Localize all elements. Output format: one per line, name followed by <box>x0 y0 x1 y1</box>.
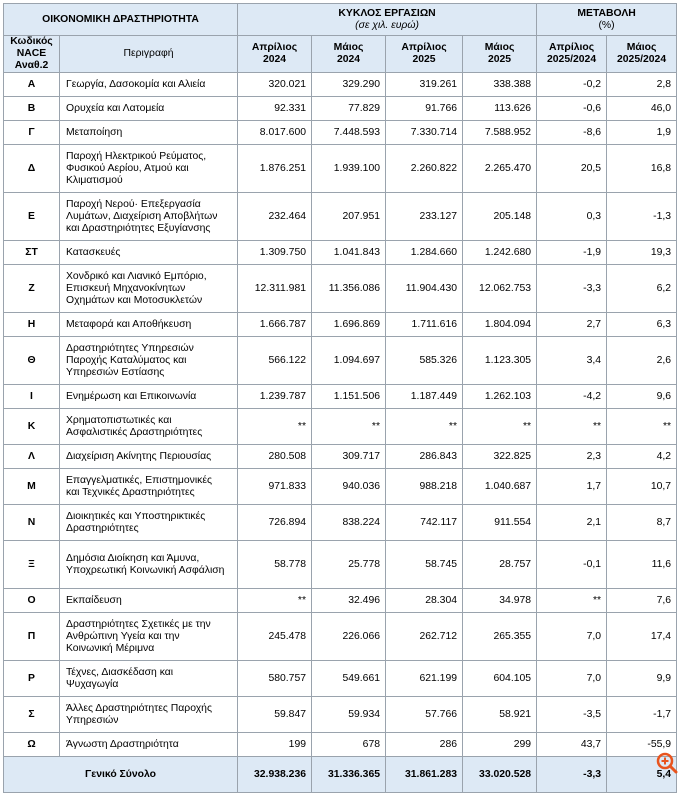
description-line: Μεταφορά και Αποθήκευση <box>66 318 192 330</box>
activity-description <box>60 661 238 697</box>
activity-header: ΟΙΚΟΝΟΜΙΚΗ ΔΡΑΣΤΗΡΙΟΤΗΤΑ <box>4 4 238 36</box>
description-line: Παροχή Ηλεκτρικού Ρεύματος, <box>66 150 207 162</box>
code-header-line: NACE <box>16 48 47 59</box>
activity-description <box>60 121 238 145</box>
value-may2025: 2.265.470 <box>463 145 537 193</box>
activity-description <box>60 385 238 409</box>
nace-code: Β <box>4 97 60 121</box>
nace-code: Ι <box>4 385 60 409</box>
nace-code: ΣΤ <box>4 241 60 265</box>
description-line: Άγνωστη Δραστηριότητα <box>66 738 179 750</box>
table-row <box>4 73 677 97</box>
value-apr2024: 58.778 <box>238 541 312 589</box>
change-may: 8,7 <box>607 505 677 541</box>
activity-description <box>60 241 238 265</box>
activity-description <box>60 97 238 121</box>
change-april: 2,7 <box>537 313 607 337</box>
value-may2024: 226.066 <box>312 613 386 661</box>
value-apr2024: 971.833 <box>238 469 312 505</box>
col-header-line: 2025 <box>487 54 512 65</box>
table-row <box>4 697 677 733</box>
nace-code: Σ <box>4 697 60 733</box>
value-may2025: 205.148 <box>463 193 537 241</box>
turnover-subtitle: (σε χιλ. ευρώ) <box>355 19 419 31</box>
col-header-may2024 <box>312 36 386 73</box>
value-apr2025: 988.218 <box>386 469 463 505</box>
change-may: 11,6 <box>607 541 677 589</box>
turnover-title: ΚΥΚΛΟΣ ΕΡΓΑΣΙΩΝ <box>338 7 436 19</box>
total-change-may: 5,4 <box>607 757 677 793</box>
change-title: ΜΕΤΑΒΟΛΗ <box>577 7 636 19</box>
value-may2024: 32.496 <box>312 589 386 613</box>
activity-description <box>60 445 238 469</box>
description-line: Μεταποίηση <box>66 126 123 138</box>
change-april: -0,2 <box>537 73 607 97</box>
activity-description <box>60 313 238 337</box>
value-may2025: 322.825 <box>463 445 537 469</box>
value-apr2025: 58.745 <box>386 541 463 589</box>
value-may2024: 7.448.593 <box>312 121 386 145</box>
description-line: Λυμάτων, Διαχείριση Αποβλήτων <box>66 210 218 222</box>
value-may2024: ** <box>312 409 386 445</box>
activity-description <box>60 265 238 313</box>
total-row <box>4 757 677 793</box>
value-apr2025: 286.843 <box>386 445 463 469</box>
value-apr2025: 585.326 <box>386 337 463 385</box>
total-change-april: -3,3 <box>537 757 607 793</box>
description-line: Τέχνες, Διασκέδαση και <box>66 666 174 678</box>
description-header: Περιγραφή <box>60 36 238 73</box>
value-apr2024: 580.757 <box>238 661 312 697</box>
value-apr2025: 1.711.616 <box>386 313 463 337</box>
value-may2024: 25.778 <box>312 541 386 589</box>
description-line: Οχημάτων και Μοτοσυκλετών <box>66 294 203 306</box>
value-may2025: 1.242.680 <box>463 241 537 265</box>
table-row <box>4 661 677 697</box>
value-apr2024: 199 <box>238 733 312 757</box>
col-header-line: 2025 <box>412 54 436 65</box>
change-april: 20,5 <box>537 145 607 193</box>
change-april: ** <box>537 409 607 445</box>
value-may2024: 1.696.869 <box>312 313 386 337</box>
col-header-apr2024 <box>238 36 312 73</box>
value-apr2024: ** <box>238 589 312 613</box>
change-april: 43,7 <box>537 733 607 757</box>
description-line: Εκπαίδευση <box>66 594 122 606</box>
value-apr2025: 262.712 <box>386 613 463 661</box>
activity-description <box>60 73 238 97</box>
change-april: 2,3 <box>537 445 607 469</box>
description-line: Δραστηριότητες Υπηρεσιών <box>66 342 194 354</box>
code-header <box>4 36 60 73</box>
value-may2025: 1.040.687 <box>463 469 537 505</box>
col-header-line: Μάιος <box>484 42 515 53</box>
turnover-header <box>238 4 537 36</box>
col-header-line: Απρίλιος <box>548 42 595 53</box>
value-apr2024: 320.021 <box>238 73 312 97</box>
table-row <box>4 121 677 145</box>
col-header-apr2025 <box>386 36 463 73</box>
col-header-line: 2025/2024 <box>617 54 667 65</box>
value-apr2025: 2.260.822 <box>386 145 463 193</box>
table-row <box>4 265 677 313</box>
value-apr2024: 726.894 <box>238 505 312 541</box>
total-label: Γενικό Σύνολο <box>4 757 238 793</box>
change-april: ** <box>537 589 607 613</box>
description-line: Ανθρώπινη Υγεία και την <box>66 630 180 642</box>
table-row <box>4 505 677 541</box>
change-april: -0,6 <box>537 97 607 121</box>
activity-description <box>60 193 238 241</box>
description-line: Επαγγελματικές, Επιστημονικές <box>66 474 213 486</box>
value-may2025: 12.062.753 <box>463 265 537 313</box>
activity-description <box>60 613 238 661</box>
value-apr2025: 28.304 <box>386 589 463 613</box>
col-header-line: Απρίλιος <box>251 42 298 53</box>
description-line: Υπηρεσιών Εστίασης <box>66 366 165 378</box>
col-header-change-may <box>607 36 677 73</box>
change-may: 10,7 <box>607 469 677 505</box>
value-may2024: 207.951 <box>312 193 386 241</box>
value-apr2025: 319.261 <box>386 73 463 97</box>
change-may: 2,8 <box>607 73 677 97</box>
value-apr2024: 1.876.251 <box>238 145 312 193</box>
value-may2024: 549.661 <box>312 661 386 697</box>
nace-code: Ξ <box>4 541 60 589</box>
description-line: Διαχείριση Ακίνητης Περιουσίας <box>66 450 212 462</box>
activity-description <box>60 541 238 589</box>
change-april: -3,3 <box>537 265 607 313</box>
change-header <box>537 4 677 36</box>
change-may: 7,6 <box>607 589 677 613</box>
value-may2025: 338.388 <box>463 73 537 97</box>
description-line: Υποχρεωτική Κοινωνική Ασφάλιση <box>66 564 225 576</box>
table-row <box>4 469 677 505</box>
nace-code: Α <box>4 73 60 97</box>
value-may2025: 1.804.094 <box>463 313 537 337</box>
value-apr2024: 8.017.600 <box>238 121 312 145</box>
description-line: Γεωργία, Δασοκομία και Αλιεία <box>66 78 206 90</box>
col-header-line: 2025/2024 <box>547 54 597 65</box>
value-apr2025: 742.117 <box>386 505 463 541</box>
description-line: και Τεχνικές Δραστηριότητες <box>66 486 195 498</box>
description-line: Φυσικού Αερίου, Ατμού και <box>66 162 189 174</box>
description-line: Παροχής Καταλύματος και <box>66 354 187 366</box>
table-row <box>4 97 677 121</box>
col-header-change-april <box>537 36 607 73</box>
col-header-may2025 <box>463 36 537 73</box>
table-row <box>4 589 677 613</box>
value-apr2024: 1.666.787 <box>238 313 312 337</box>
value-apr2025: 91.766 <box>386 97 463 121</box>
col-header-line: Απρίλιος <box>401 42 447 53</box>
code-header-line: Αναθ.2 <box>14 60 49 71</box>
value-apr2024: 59.847 <box>238 697 312 733</box>
total-apr2025: 31.861.283 <box>386 757 463 793</box>
turnover-table-container <box>3 3 676 793</box>
table-row <box>4 337 677 385</box>
total-may2024: 31.336.365 <box>312 757 386 793</box>
col-header-line: Μάιος <box>626 42 657 53</box>
change-may: -55,9 <box>607 733 677 757</box>
table-row <box>4 313 677 337</box>
value-apr2024: 280.508 <box>238 445 312 469</box>
value-may2024: 11.356.086 <box>312 265 386 313</box>
value-may2025: 113.626 <box>463 97 537 121</box>
value-apr2024: 566.122 <box>238 337 312 385</box>
nace-code: Κ <box>4 409 60 445</box>
nace-code: Ρ <box>4 661 60 697</box>
value-may2025: 28.757 <box>463 541 537 589</box>
change-may: 6,2 <box>607 265 677 313</box>
value-may2024: 1.939.100 <box>312 145 386 193</box>
change-may: 17,4 <box>607 613 677 661</box>
change-may: 9,9 <box>607 661 677 697</box>
value-apr2025: 621.199 <box>386 661 463 697</box>
value-apr2025: ** <box>386 409 463 445</box>
value-may2024: 1.041.843 <box>312 241 386 265</box>
change-april: 2,1 <box>537 505 607 541</box>
table-row <box>4 613 677 661</box>
table-body <box>4 73 677 757</box>
change-may: -1,7 <box>607 697 677 733</box>
total-may2025: 33.020.528 <box>463 757 537 793</box>
value-apr2024: 92.331 <box>238 97 312 121</box>
value-may2025: 34.978 <box>463 589 537 613</box>
description-line: Κλιματισμού <box>66 174 123 186</box>
value-may2024: 329.290 <box>312 73 386 97</box>
change-may: 19,3 <box>607 241 677 265</box>
description-line: και Δραστηριότητες Εξυγίανσης <box>66 222 211 234</box>
description-line: Δραστηριότητες Σχετικές με την <box>66 618 211 630</box>
value-apr2025: 1.284.660 <box>386 241 463 265</box>
description-line: Επισκευή Μηχανοκίνητων <box>66 282 186 294</box>
nace-code: Δ <box>4 145 60 193</box>
value-may2025: 265.355 <box>463 613 537 661</box>
table-row <box>4 145 677 193</box>
description-line: Δραστηριότητες <box>66 522 139 534</box>
change-may: 46,0 <box>607 97 677 121</box>
description-line: Κατασκευές <box>66 246 121 258</box>
change-may: -1,3 <box>607 193 677 241</box>
value-may2024: 77.829 <box>312 97 386 121</box>
change-april: 1,7 <box>537 469 607 505</box>
table-row <box>4 733 677 757</box>
value-may2025: 7.588.952 <box>463 121 537 145</box>
table-row <box>4 445 677 469</box>
table-row <box>4 241 677 265</box>
change-may: 6,3 <box>607 313 677 337</box>
total-apr2024: 32.938.236 <box>238 757 312 793</box>
change-may: 2,6 <box>607 337 677 385</box>
value-may2024: 1.094.697 <box>312 337 386 385</box>
nace-code: Ω <box>4 733 60 757</box>
value-apr2024: 12.311.981 <box>238 265 312 313</box>
value-may2024: 838.224 <box>312 505 386 541</box>
nace-code: Ζ <box>4 265 60 313</box>
activity-description <box>60 409 238 445</box>
activity-description <box>60 145 238 193</box>
value-may2025: ** <box>463 409 537 445</box>
description-line: Κοινωνική Μέριμνα <box>66 642 155 654</box>
description-line: Παροχή Νερού· Επεξεργασία <box>66 198 201 210</box>
change-subtitle: (%) <box>598 19 615 31</box>
table-row <box>4 193 677 241</box>
value-apr2024: 1.239.787 <box>238 385 312 409</box>
change-april: -1,9 <box>537 241 607 265</box>
description-line: Διοικητικές και Υποστηρικτικές <box>66 510 206 522</box>
value-may2025: 911.554 <box>463 505 537 541</box>
value-may2024: 1.151.506 <box>312 385 386 409</box>
change-april: 7,0 <box>537 613 607 661</box>
value-may2025: 299 <box>463 733 537 757</box>
activity-description <box>60 697 238 733</box>
change-april: 0,3 <box>537 193 607 241</box>
change-april: -3,5 <box>537 697 607 733</box>
nace-code: Η <box>4 313 60 337</box>
change-may: 1,9 <box>607 121 677 145</box>
value-apr2024: 232.464 <box>238 193 312 241</box>
value-apr2025: 57.766 <box>386 697 463 733</box>
nace-code: Θ <box>4 337 60 385</box>
change-april: 3,4 <box>537 337 607 385</box>
nace-code: Μ <box>4 469 60 505</box>
value-apr2025: 11.904.430 <box>386 265 463 313</box>
col-header-line: 2024 <box>262 54 287 65</box>
description-line: Άλλες Δραστηριότητες Παροχής <box>66 702 212 714</box>
change-may: ** <box>607 409 677 445</box>
table-row <box>4 409 677 445</box>
description-line: Δημόσια Διοίκηση και Άμυνα, <box>66 552 200 564</box>
value-may2025: 1.262.103 <box>463 385 537 409</box>
turnover-table <box>3 3 677 793</box>
value-apr2025: 7.330.714 <box>386 121 463 145</box>
change-april: -4,2 <box>537 385 607 409</box>
description-line: Ασφαλιστικές Δραστηριότητες <box>66 426 203 438</box>
value-apr2025: 233.127 <box>386 193 463 241</box>
table-row <box>4 385 677 409</box>
change-april: 7,0 <box>537 661 607 697</box>
value-may2024: 59.934 <box>312 697 386 733</box>
code-header-line: Κωδικός <box>10 36 53 47</box>
value-may2025: 604.105 <box>463 661 537 697</box>
change-april: -0,1 <box>537 541 607 589</box>
col-header-line: Μάιος <box>333 42 364 53</box>
description-line: Υπηρεσιών <box>66 714 119 726</box>
nace-code: Γ <box>4 121 60 145</box>
nace-code: Λ <box>4 445 60 469</box>
value-may2024: 309.717 <box>312 445 386 469</box>
activity-description <box>60 337 238 385</box>
description-line: Χονδρικό και Λιανικό Εμπόριο, <box>66 270 207 282</box>
activity-description <box>60 469 238 505</box>
value-may2024: 940.036 <box>312 469 386 505</box>
description-line: Ψυχαγωγία <box>66 678 119 690</box>
description-line: Χρηματοπιστωτικές και <box>66 414 172 426</box>
value-apr2024: 1.309.750 <box>238 241 312 265</box>
table-row <box>4 541 677 589</box>
activity-description <box>60 733 238 757</box>
change-april: -8,6 <box>537 121 607 145</box>
change-may: 4,2 <box>607 445 677 469</box>
nace-code: Π <box>4 613 60 661</box>
value-may2025: 58.921 <box>463 697 537 733</box>
value-apr2025: 286 <box>386 733 463 757</box>
activity-description <box>60 589 238 613</box>
value-may2024: 678 <box>312 733 386 757</box>
change-may: 16,8 <box>607 145 677 193</box>
activity-description <box>60 505 238 541</box>
plus-magnifier-icon <box>656 752 678 774</box>
col-header-line: 2024 <box>336 54 361 65</box>
change-may: 9,6 <box>607 385 677 409</box>
nace-code: Ν <box>4 505 60 541</box>
value-apr2024: 245.478 <box>238 613 312 661</box>
description-line: Ενημέρωση και Επικοινωνία <box>66 390 197 402</box>
value-apr2025: 1.187.449 <box>386 385 463 409</box>
value-may2025: 1.123.305 <box>463 337 537 385</box>
value-apr2024: ** <box>238 409 312 445</box>
nace-code: Ο <box>4 589 60 613</box>
description-line: Ορυχεία και Λατομεία <box>66 102 165 114</box>
nace-code: Ε <box>4 193 60 241</box>
